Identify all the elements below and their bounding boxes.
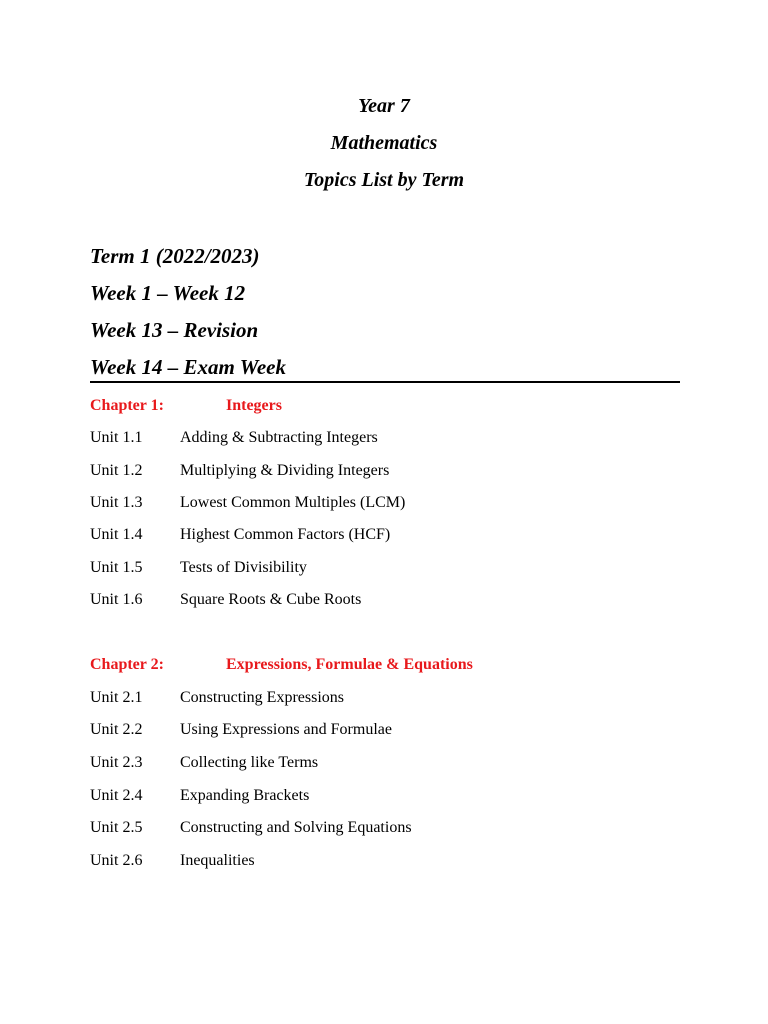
unit-code: Unit 1.6 [90, 591, 143, 608]
unit-title: Square Roots & Cube Roots [180, 591, 362, 608]
unit-code: Unit 2.1 [90, 689, 143, 706]
unit-title: Using Expressions and Formulae [180, 721, 392, 738]
unit-code: Unit 2.6 [90, 852, 143, 869]
doc-year-heading: Year 7 [358, 95, 410, 117]
chapter-name: Expressions, Formulae & Equations [226, 656, 473, 673]
term-revision: Week 13 – Revision [90, 318, 259, 342]
unit-code: Unit 1.2 [90, 462, 143, 479]
chapter-number: Chapter 2: [90, 656, 164, 673]
chapter-number: Chapter 1: [90, 397, 164, 414]
unit-title: Expanding Brackets [180, 787, 310, 804]
unit-title: Constructing Expressions [180, 689, 344, 706]
section-divider [90, 381, 680, 383]
chapter-name: Integers [226, 397, 282, 414]
unit-title: Multiplying & Dividing Integers [180, 462, 390, 479]
unit-title: Collecting like Terms [180, 754, 319, 771]
unit-code: Unit 2.2 [90, 721, 143, 738]
unit-code: Unit 2.4 [90, 787, 143, 804]
term-weeks: Week 1 – Week 12 [90, 281, 246, 305]
unit-title: Inequalities [180, 852, 255, 869]
unit-code: Unit 1.4 [90, 526, 143, 543]
term-title: Term 1 (2022/2023) [90, 244, 260, 268]
unit-code: Unit 2.5 [90, 819, 143, 836]
unit-title: Adding & Subtracting Integers [180, 429, 378, 446]
unit-title: Highest Common Factors (HCF) [180, 526, 391, 543]
unit-title: Tests of Divisibility [180, 559, 307, 576]
unit-code: Unit 1.3 [90, 494, 143, 511]
unit-title: Lowest Common Multiples (LCM) [180, 494, 406, 511]
unit-code: Unit 1.1 [90, 429, 143, 446]
unit-title: Constructing and Solving Equations [180, 819, 412, 836]
unit-code: Unit 2.3 [90, 754, 143, 771]
doc-subject-heading: Mathematics [330, 132, 438, 154]
term-exam: Week 14 – Exam Week [90, 355, 286, 379]
doc-title-heading: Topics List by Term [303, 169, 465, 191]
unit-code: Unit 1.5 [90, 559, 143, 576]
